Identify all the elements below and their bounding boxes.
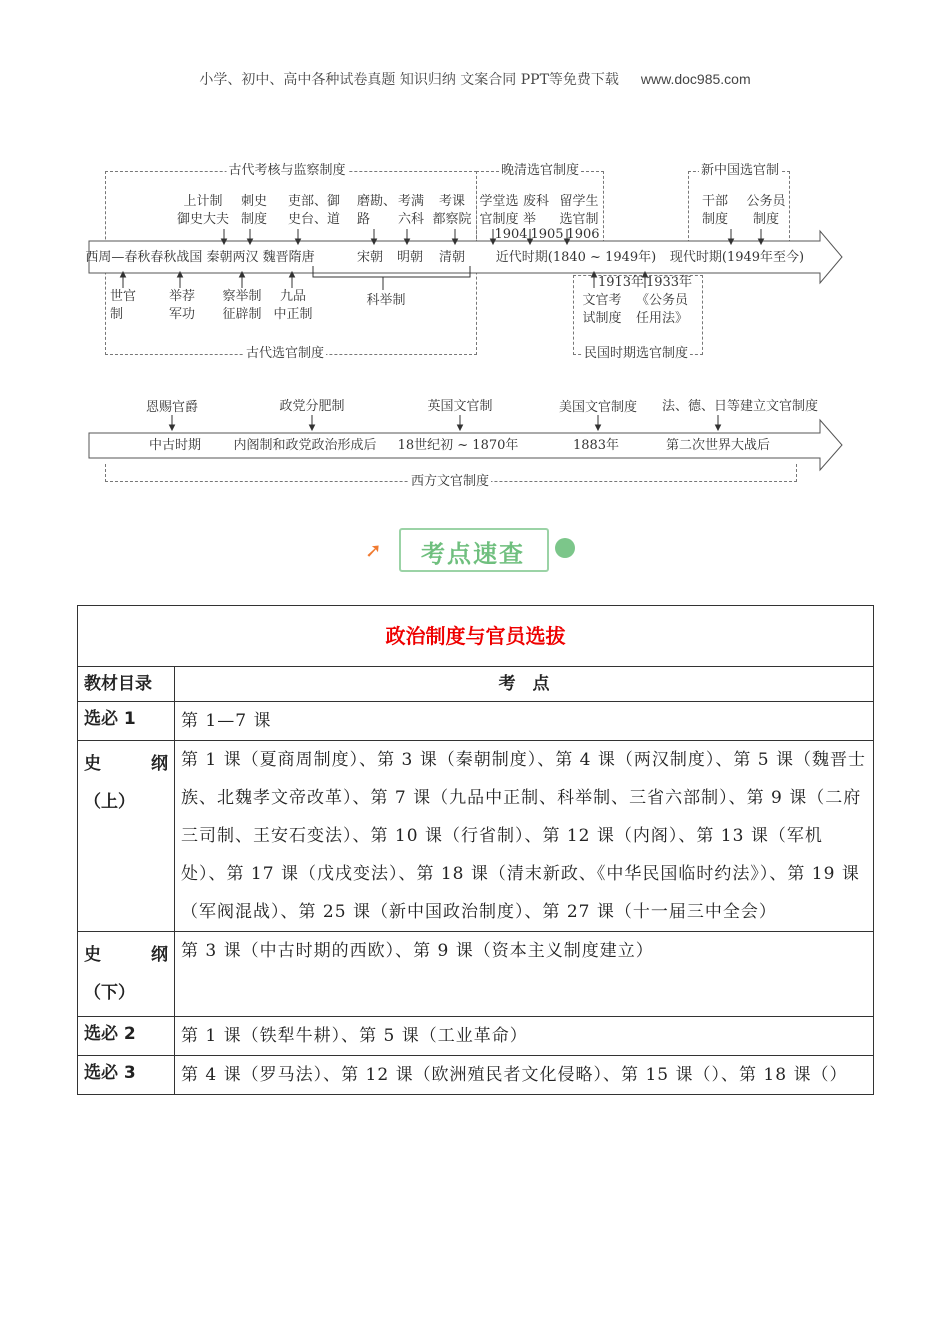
row-content: 第 4 课（罗马法）、第 12 课（欧洲殖民者文化侵略）、第 15 课（）、第 18 课（） [175,1056,874,1095]
book-sub: （上） [84,792,135,812]
timeline-label: 1905 [530,227,564,242]
timeline-label: 明朝 [396,250,424,265]
row-book: 选必 2 [78,1017,175,1056]
book-char: 史 [84,754,101,774]
timeline-label: 废科 举 [523,194,550,227]
book-sub: （下） [84,983,135,1003]
table-row [78,741,874,932]
arrowhead-icon [170,425,175,430]
table-row [78,932,874,1017]
timeline-label: 内阁制和政党政治形成后 [233,438,377,453]
book-char: 史 [84,945,101,965]
col-header-book: 教材目录 [78,667,175,702]
timeline-label: 学堂选 官制度 [479,194,519,227]
timeline-label: 世官 制 [110,289,137,322]
row-content: 第 1—7 课 [175,702,874,741]
timeline-label: 《公务员 任用法》 [635,293,689,326]
arrowhead-icon [458,425,463,430]
timeline-label: 英国文官制 [427,399,493,414]
row-content: 第 1 课（夏商周制度）、第 3 课（秦朝制度）、第 4 课（两汉制度）、第 5 课（魏晋士族、北魏孝文帝改革）、第 7 课（九品中正制、科举制、三省六部制）、第 9 课（二府三司制、王安石变法）、第 10 课（行省制）、第 12 课（内阁）、第 13 课（军机处）、第 17 课（戊戌变法）、第 18 课（清末新政、《中华民国临时约法》）、第 19 课（军阀混战）、第 25 课（新中国政治制度）、第 27 课（十一届三中全会） [175,741,874,932]
table-title: 政治制度与官员选拔 [78,606,874,667]
timeline-label: 考满 六科 [397,194,425,227]
timeline-label: 18世纪初 ~ 1870年 [397,438,519,453]
section-label: 西方文官制度 [410,474,490,489]
timeline-label: 1933年 [645,275,693,290]
timeline-label: 美国文官制度 [558,400,638,415]
badge-text: 考点速查 [421,540,525,568]
timeline-label: 恩赐官爵 [145,400,199,415]
book-char: 纲 [151,945,168,965]
timeline-label: 近代时期(1840 ~ 1949年) [495,250,657,265]
row-book: 选必 3 [78,1056,175,1095]
timeline-label: 干部 制度 [701,194,729,227]
timeline-label: 上计制 御史大夫 [176,194,230,227]
timeline-label: 吏部、御 史台、道 [287,194,341,227]
arrowhead-icon [596,425,601,430]
timeline-label: 科举制 [366,293,406,308]
timeline-label: 公务员 制度 [746,194,786,227]
timeline-label: 1904 [494,227,528,242]
timeline-label: 中古时期 [148,438,202,453]
timeline-label: 九品 中正制 [273,289,313,322]
timeline-label: 法、德、日等建立文官制度 [661,399,819,414]
timeline-label: 1906 [566,227,600,242]
timeline-label: 第二次世界大战后 [665,438,771,453]
arrowhead-icon [716,425,721,430]
book-char: 纲 [151,754,168,774]
timeline-label: 文官考 试制度 [582,293,622,326]
timeline-label: 察举制 征辟制 [222,289,262,322]
table-row [78,1017,874,1056]
timeline-label: 现代时期(1949年至今) [669,250,805,265]
section-label: 古代考核与监察制度 [228,163,346,178]
table-row [78,702,874,741]
section-label: 晚清选官制度 [500,163,580,178]
topic-table [77,605,874,1095]
header-text: 小学、初中、高中各种试卷真题 知识归纳 文案合同 PPT等免费下载 [199,72,619,88]
arrowhead-icon [310,425,315,430]
timeline-label: 清朝 [438,250,466,265]
section-label: 新中国选官制 [700,163,780,178]
arrow-icon: ➚ [365,538,382,562]
header-url[interactable]: www.doc985.com [640,71,751,87]
table-row [78,1056,874,1095]
section-label: 民国时期选官制度 [583,346,689,361]
section-badge [365,524,553,574]
circle-icon [555,538,575,558]
col-header-topic: 考 点 [175,667,874,702]
timeline-label: 西周—春秋春秋战国 秦朝两汉 魏晋隋唐 [85,250,315,265]
timeline-label: 举荐 军功 [168,289,196,322]
row-book: 选必 1 [78,702,175,741]
row-book [78,932,175,1017]
timeline-label: 宋朝 [356,250,384,265]
timeline-label: 留学生 选官制 [559,194,599,227]
timeline-label: 刺史 制度 [240,194,268,227]
row-content: 第 3 课（中古时期的西欧）、第 9 课（资本主义制度建立） [175,932,874,1017]
section-label: 古代选官制度 [245,346,325,361]
row-book [78,741,175,932]
row-content: 第 1 课（铁犁牛耕）、第 5 课（工业革命） [175,1017,874,1056]
timeline-label: 1883年 [572,438,620,453]
timeline-label: 考课 都察院 [432,194,472,227]
timeline-label: 磨勘、 路 [357,194,397,227]
timeline-label: 1913年 [597,275,645,290]
timeline-label: 政党分肥制 [279,399,345,414]
